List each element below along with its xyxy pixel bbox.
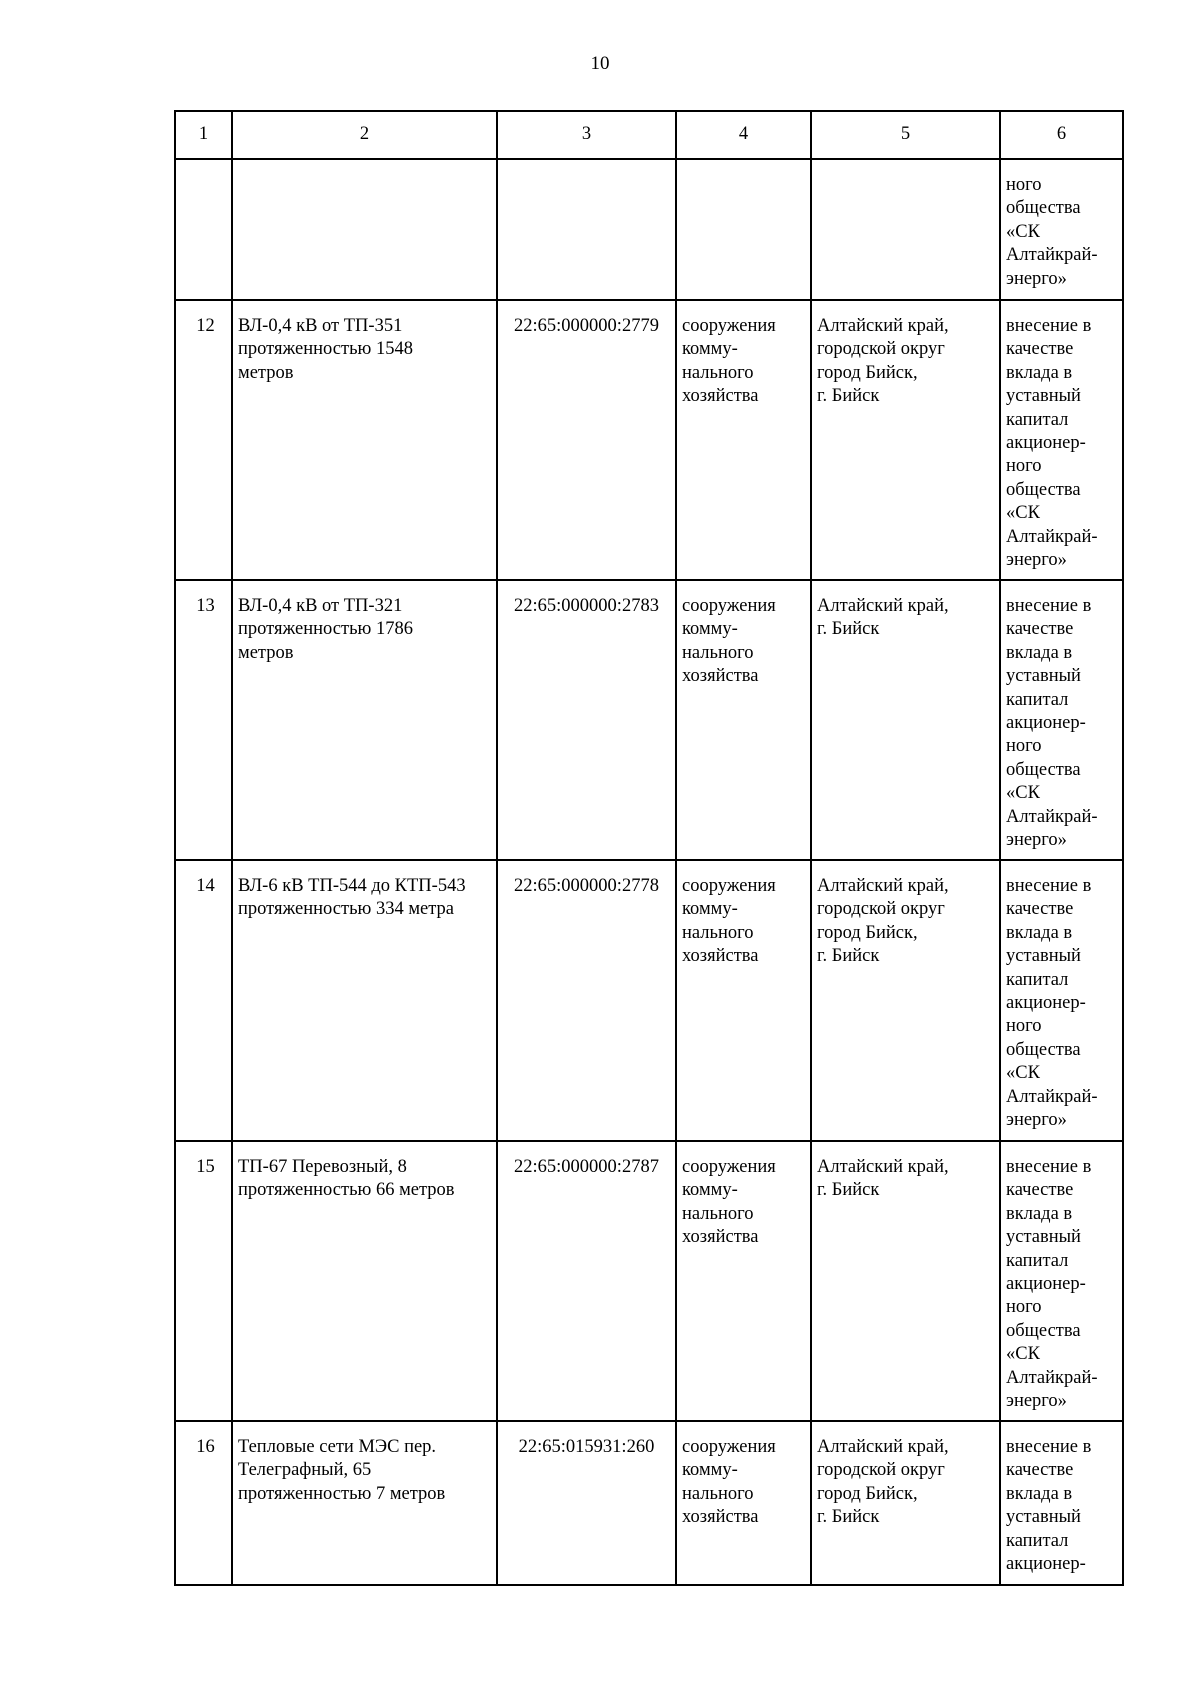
cadastral-number-cell: 22:65:015931:260 [497, 1421, 676, 1585]
column-header: 2 [232, 111, 497, 159]
column-header: 3 [497, 111, 676, 159]
column-header: 4 [676, 111, 811, 159]
address-cell: Алтайский край, г. Бийск [811, 580, 1000, 860]
cadastral-number-cell [497, 159, 676, 300]
object-name-cell: ВЛ-6 кВ ТП-544 до КТП-543 протяженностью 334 метра [232, 860, 497, 1141]
row-number-cell: 12 [175, 300, 232, 580]
object-name-cell: ВЛ-0,4 кВ от ТП-321 протяженностью 1786 метров [232, 580, 497, 860]
object-name-cell: ТП-67 Перевозный, 8 протяженностью 66 метров [232, 1141, 497, 1421]
object-name-cell [232, 159, 497, 300]
table-row [175, 300, 1123, 580]
row-number-cell: 15 [175, 1141, 232, 1421]
object-name-cell: ВЛ-0,4 кВ от ТП-351 протяженностью 1548 метров [232, 300, 497, 580]
note-cell: внесение в качестве вклада в уставный капитал акционер- ного общества «СК Алтайкрай- энерго» [1000, 300, 1123, 580]
purpose-cell [676, 159, 811, 300]
row-number-cell: 14 [175, 860, 232, 1141]
note-cell: внесение в качестве вклада в уставный капитал акционер- ного общества «СК Алтайкрай- энерго» [1000, 1141, 1123, 1421]
table-row [175, 580, 1123, 860]
object-name-cell: Тепловые сети МЭС пер. Телеграфный, 65 протяженностью 7 метров [232, 1421, 497, 1585]
row-number-cell: 16 [175, 1421, 232, 1585]
purpose-cell: сооружения комму- нального хозяйства [676, 860, 811, 1141]
cadastral-number-cell: 22:65:000000:2783 [497, 580, 676, 860]
purpose-cell: сооружения комму- нального хозяйства [676, 1141, 811, 1421]
cadastral-number-cell: 22:65:000000:2778 [497, 860, 676, 1141]
table-row [175, 1141, 1123, 1421]
note-cell: ного общества «СК Алтайкрай- энерго» [1000, 159, 1123, 300]
address-cell [811, 159, 1000, 300]
note-cell: внесение в качестве вклада в уставный капитал акционер- ного общества «СК Алтайкрай- энерго» [1000, 860, 1123, 1141]
address-cell: Алтайский край, г. Бийск [811, 1141, 1000, 1421]
column-header: 5 [811, 111, 1000, 159]
row-number-cell: 13 [175, 580, 232, 860]
table-row-continuation [175, 159, 1123, 300]
table-row [175, 860, 1123, 1141]
purpose-cell: сооружения комму- нального хозяйства [676, 580, 811, 860]
column-header: 6 [1000, 111, 1123, 159]
note-cell: внесение в качестве вклада в уставный капитал акционер- [1000, 1421, 1123, 1585]
column-header: 1 [175, 111, 232, 159]
row-number-cell [175, 159, 232, 300]
cadastral-number-cell: 22:65:000000:2787 [497, 1141, 676, 1421]
cadastral-number-cell: 22:65:000000:2779 [497, 300, 676, 580]
property-table [174, 110, 1124, 1586]
purpose-cell: сооружения комму- нального хозяйства [676, 1421, 811, 1585]
note-cell: внесение в качестве вклада в уставный капитал акционер- ного общества «СК Алтайкрай- энерго» [1000, 580, 1123, 860]
purpose-cell: сооружения комму- нального хозяйства [676, 300, 811, 580]
address-cell: Алтайский край, городской округ город Бийск, г. Бийск [811, 300, 1000, 580]
page-number: 10 [590, 53, 610, 74]
address-cell: Алтайский край, городской округ город Бийск, г. Бийск [811, 1421, 1000, 1585]
table-row [175, 1421, 1123, 1585]
table-header-row [175, 111, 1123, 159]
address-cell: Алтайский край, городской округ город Бийск, г. Бийск [811, 860, 1000, 1141]
